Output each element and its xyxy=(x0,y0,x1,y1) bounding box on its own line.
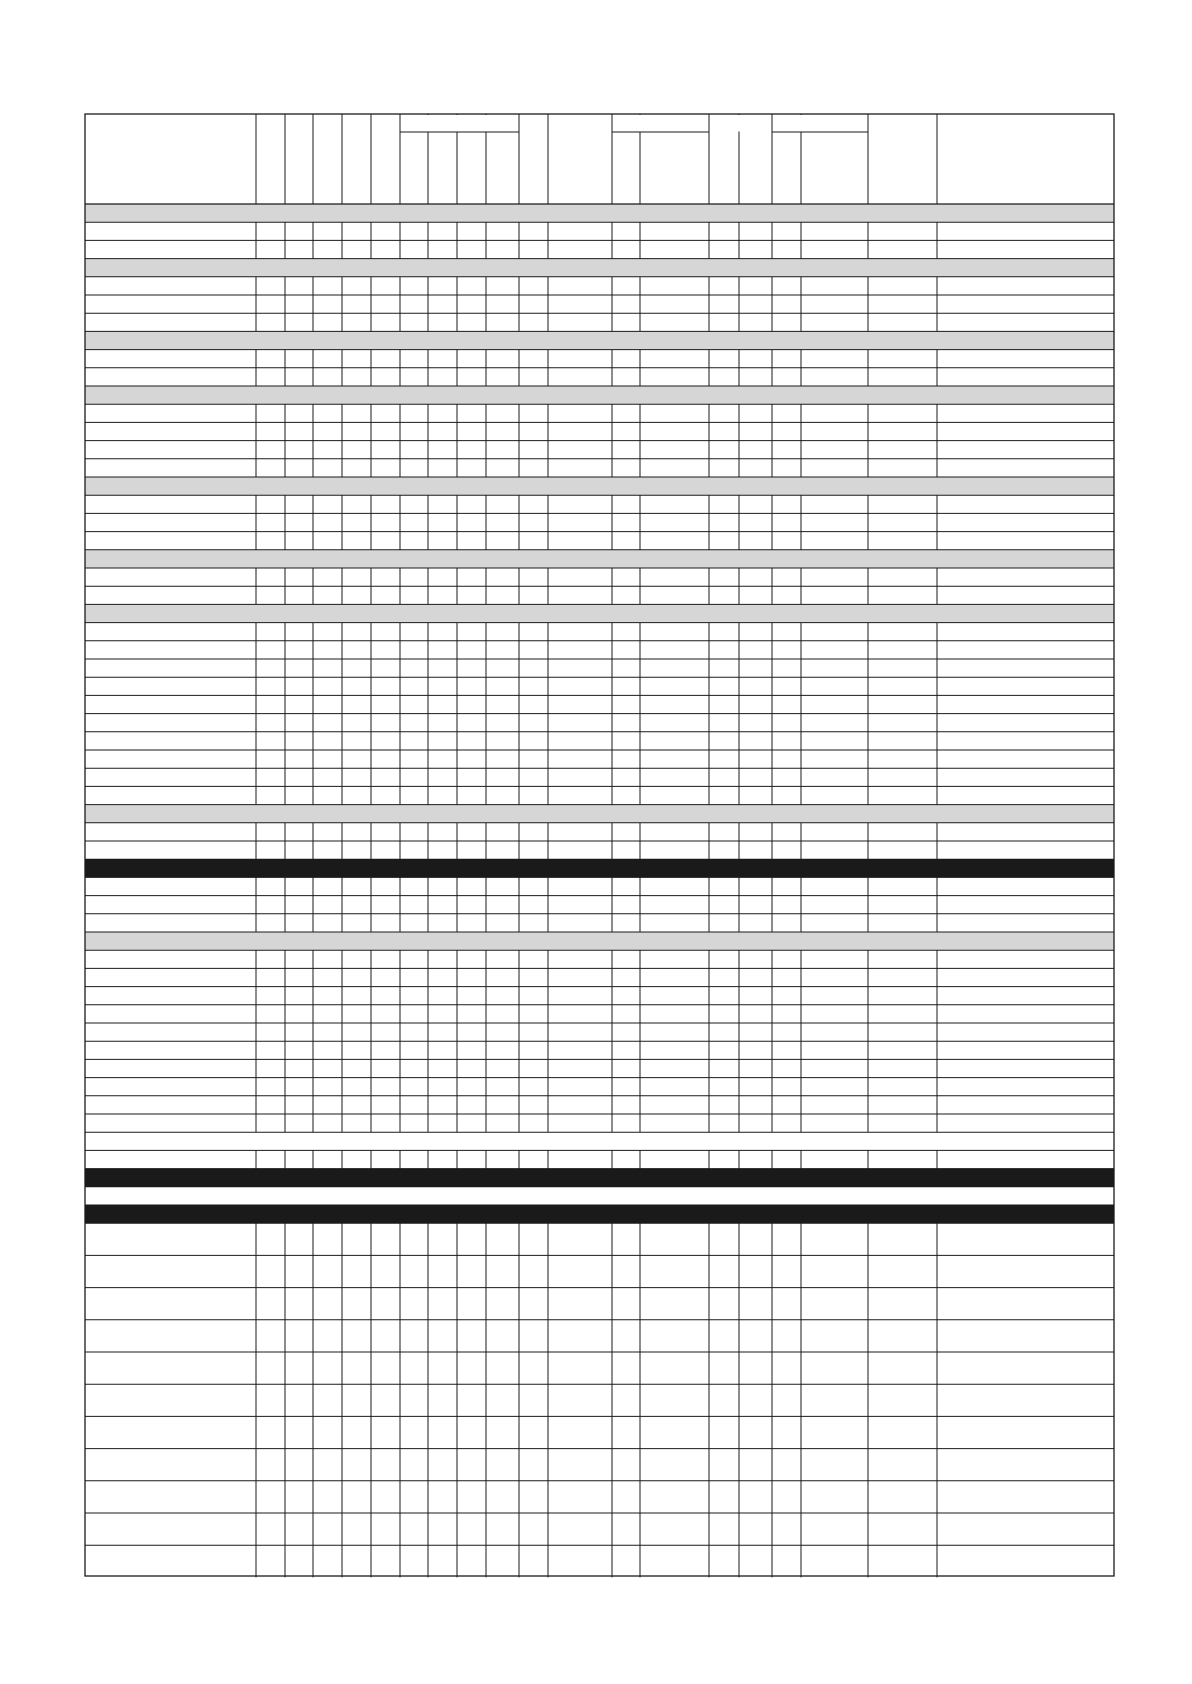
dark-separator-band xyxy=(85,859,1114,877)
dark-separator-band xyxy=(85,1205,1114,1223)
header-group-mask xyxy=(639,115,642,132)
dark-separator-band xyxy=(85,1169,1114,1187)
header-group-mask xyxy=(427,115,430,132)
section-header-band xyxy=(85,550,1114,568)
section-header-band xyxy=(85,204,1114,222)
section-header-band xyxy=(85,331,1114,349)
section-header-band xyxy=(85,932,1114,950)
section-header-band xyxy=(85,805,1114,823)
section-header-band xyxy=(85,386,1114,404)
table-header xyxy=(256,114,937,204)
section-header-band xyxy=(85,259,1114,277)
header-group-mask xyxy=(456,115,459,132)
section-header-band xyxy=(85,477,1114,495)
section-header-band xyxy=(85,604,1114,622)
header-group-mask xyxy=(738,115,741,132)
header-group-mask xyxy=(485,115,488,132)
column-lines xyxy=(256,222,937,1577)
header-group-mask xyxy=(800,115,803,132)
